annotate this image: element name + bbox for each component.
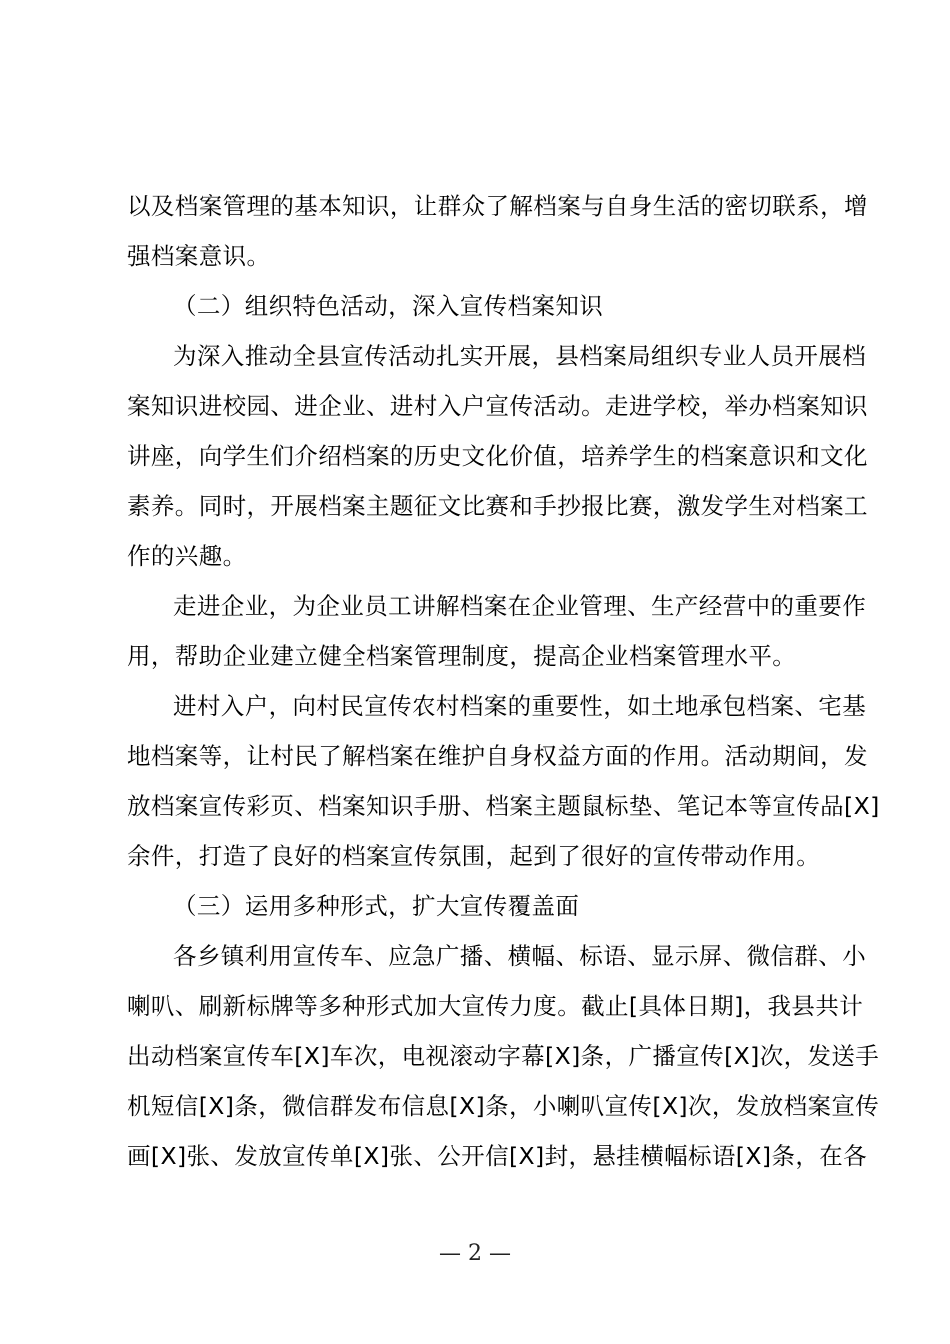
text-line: 出动档案宣传车[X]车次，电视滚动字幕[X]条，广播宣传[X]次，发送手 [127,1042,880,1070]
text-line: 以及档案管理的基本知识，让群众了解档案与自身生活的密切联系，增 [127,192,868,220]
text-line: 作的兴趣。 [127,542,247,570]
section-heading: （二）组织特色活动，深入宣传档案知识 [173,292,604,320]
text-line: 素养。同时，开展档案主题征文比赛和手抄报比赛，激发学生对档案工 [127,492,868,520]
text-line: 喇叭、刷新标牌等多种形式加大宣传力度。截止[具体日期]，我县共计 [127,992,864,1020]
text-line: 进村入户，向村民宣传农村档案的重要性，如土地承包档案、宅基 [173,692,867,720]
text-line: 讲座，向学生们介绍档案的历史文化价值，培养学生的档案意识和文化 [127,442,868,470]
text-line: 用，帮助企业建立健全档案管理制度，提高企业档案管理水平。 [127,642,797,670]
section-heading: （三）运用多种形式，扩大宣传覆盖面 [173,892,580,920]
text-line: 机短信[X]条，微信群发布信息[X]条，小喇叭宣传[X]次，发放档案宣传 [127,1092,880,1120]
text-line: 余件，打造了良好的档案宣传氛围，起到了很好的宣传带动作用。 [127,842,821,870]
text-line: 为深入推动全县宣传活动扎实开展，县档案局组织专业人员开展档 [173,342,867,370]
text-line: 地档案等，让村民了解档案在维护自身权益方面的作用。活动期间，发 [127,742,868,770]
page-number: — 2 — [439,1241,511,1266]
text-line: 放档案宣传彩页、档案知识手册、档案主题鼠标垫、笔记本等宣传品[X] [127,792,880,820]
text-line: 画[X]张、发放宣传单[X]张、公开信[X]封，悬挂横幅标语[X]条，在各 [127,1142,868,1170]
text-line: 各乡镇利用宣传车、应急广播、横幅、标语、显示屏、微信群、小 [173,942,867,970]
text-line: 强档案意识。 [127,242,271,270]
text-line: 走进企业，为企业员工讲解档案在企业管理、生产经营中的重要作 [173,592,867,620]
text-line: 案知识进校园、进企业、进村入户宣传活动。走进学校，举办档案知识 [127,392,868,420]
